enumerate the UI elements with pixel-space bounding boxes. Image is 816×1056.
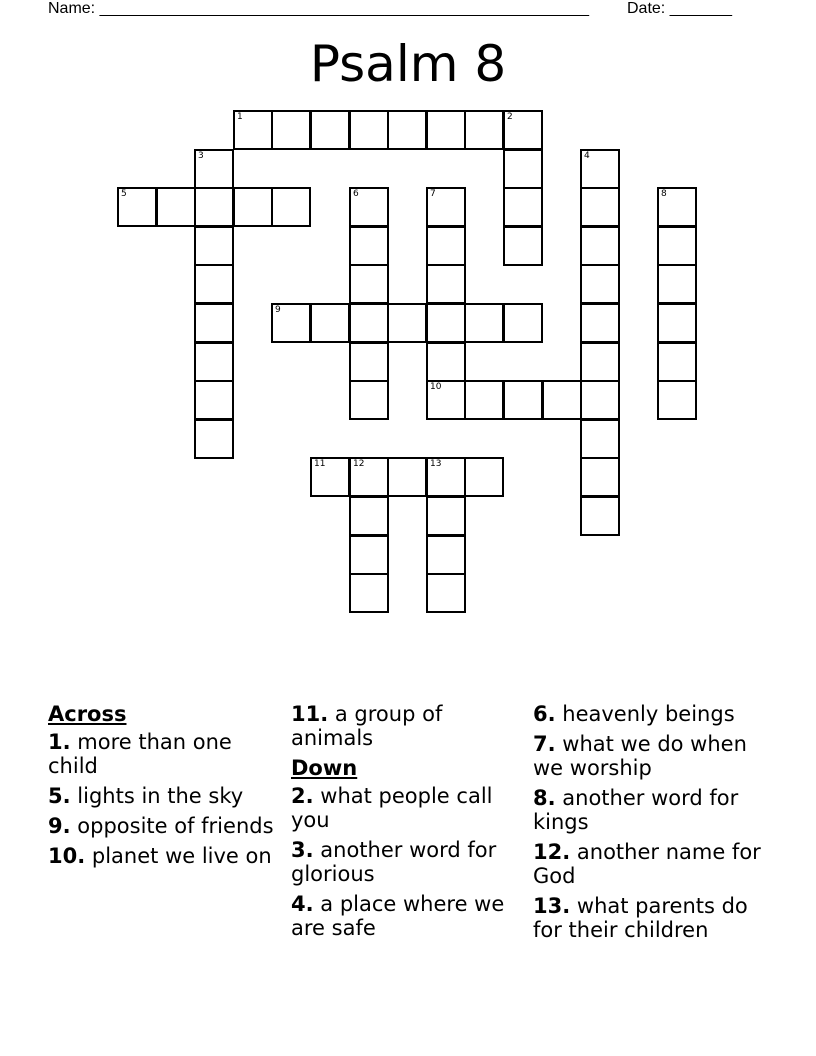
across-heading: Across: [48, 702, 127, 726]
clue-column-2: [291, 702, 526, 946]
grid-cell[interactable]: [194, 342, 234, 382]
grid-cell[interactable]: [426, 342, 466, 382]
page-title: Psalm 8: [309, 35, 507, 93]
clue-item: [48, 730, 283, 778]
grid-cell[interactable]: [349, 264, 389, 304]
grid-cell[interactable]: [271, 187, 311, 227]
clue-number: 2: [507, 112, 513, 122]
clue-item: [48, 844, 283, 868]
clue-text: a group of animals: [291, 702, 443, 750]
grid-cell[interactable]: [580, 149, 620, 189]
grid-cell[interactable]: [349, 496, 389, 536]
grid-cell[interactable]: [349, 535, 389, 575]
clue-item: [48, 784, 283, 808]
grid-cell[interactable]: [580, 496, 620, 536]
clue-number-label: 1.: [48, 730, 71, 754]
clue-text: another word for kings: [533, 786, 739, 834]
grid-cell[interactable]: [349, 573, 389, 613]
grid-cell[interactable]: [503, 303, 543, 343]
grid-cell[interactable]: [349, 110, 389, 150]
grid-cell[interactable]: [349, 226, 389, 266]
grid-cell[interactable]: [426, 457, 466, 497]
clue-number: 10: [430, 382, 442, 392]
clue-column-1: [48, 702, 283, 874]
name-field[interactable]: Name: _______________________________________________________: [48, 0, 589, 17]
grid-cell[interactable]: [580, 380, 620, 420]
clue-text: a place where we are safe: [291, 892, 505, 940]
clue-text: what people call you: [291, 784, 493, 832]
grid-cell[interactable]: [503, 226, 543, 266]
clue-item: [533, 840, 768, 888]
grid-cell[interactable]: [580, 226, 620, 266]
clue-text: more than one child: [48, 730, 232, 778]
clue-text: another word for glorious: [291, 838, 497, 886]
clue-item: [533, 732, 768, 780]
clue-number: 5: [121, 189, 127, 199]
clue-number: 11: [314, 459, 326, 469]
grid-cell[interactable]: [464, 380, 504, 420]
grid-cell[interactable]: [657, 187, 697, 227]
clue-number: 7: [430, 189, 436, 199]
grid-cell[interactable]: [503, 380, 543, 420]
grid-cell[interactable]: [349, 457, 389, 497]
grid-cell[interactable]: [580, 419, 620, 459]
grid-cell[interactable]: [349, 380, 389, 420]
clue-column-3: [533, 702, 768, 948]
clue-number: 9: [275, 305, 281, 315]
clue-number-label: 7.: [533, 732, 556, 756]
clue-number-label: 11.: [291, 702, 329, 726]
clue-item: [533, 786, 768, 834]
grid-cell[interactable]: [426, 110, 466, 150]
clue-item: [533, 894, 768, 942]
grid-cell[interactable]: [310, 110, 350, 150]
grid-cell[interactable]: [464, 303, 504, 343]
grid-cell[interactable]: [387, 110, 427, 150]
grid-cell[interactable]: [349, 187, 389, 227]
grid-cell[interactable]: [194, 380, 234, 420]
grid-cell[interactable]: [426, 496, 466, 536]
grid-cell[interactable]: [542, 380, 582, 420]
grid-cell[interactable]: [194, 303, 234, 343]
grid-cell[interactable]: [194, 187, 234, 227]
clue-number: 13: [430, 459, 442, 469]
clue-item: [48, 814, 283, 838]
clue-text: planet we live on: [91, 844, 272, 868]
grid-cell[interactable]: [349, 342, 389, 382]
grid-cell[interactable]: [194, 419, 234, 459]
grid-cell[interactable]: [271, 303, 311, 343]
clue-item: [533, 702, 768, 726]
grid-cell[interactable]: [349, 303, 389, 343]
grid-cell[interactable]: [310, 457, 350, 497]
clue-number: 4: [584, 151, 590, 161]
grid-cell[interactable]: [387, 303, 427, 343]
grid-cell[interactable]: [387, 457, 427, 497]
clue-item: [291, 838, 526, 886]
clue-text: another name for God: [533, 840, 761, 888]
grid-cell[interactable]: [426, 187, 466, 227]
grid-cell[interactable]: [426, 535, 466, 575]
clue-item: [291, 784, 526, 832]
grid-cell[interactable]: [464, 110, 504, 150]
clue-number-label: 2.: [291, 784, 314, 808]
grid-cell[interactable]: [426, 573, 466, 613]
clue-number-label: 13.: [533, 894, 571, 918]
grid-cell[interactable]: [580, 303, 620, 343]
grid-cell[interactable]: [194, 226, 234, 266]
grid-cell[interactable]: [503, 110, 543, 150]
grid-cell[interactable]: [580, 264, 620, 304]
grid-cell[interactable]: [464, 457, 504, 497]
clue-number: 8: [661, 189, 667, 199]
grid-cell[interactable]: [194, 264, 234, 304]
grid-cell[interactable]: [233, 187, 273, 227]
clue-number-label: 10.: [48, 844, 86, 868]
grid-cell[interactable]: [657, 226, 697, 266]
grid-cell[interactable]: [426, 303, 466, 343]
clue-item: [291, 702, 526, 750]
clue-number-label: 6.: [533, 702, 556, 726]
clue-text: heavenly beings: [562, 702, 735, 726]
grid-cell[interactable]: [503, 187, 543, 227]
grid-cell[interactable]: [580, 187, 620, 227]
grid-cell[interactable]: [156, 187, 196, 227]
clue-text: what parents do for their children: [533, 894, 748, 942]
clue-number: 12: [353, 459, 365, 469]
clue-number: 6: [353, 189, 359, 199]
clue-number-label: 3.: [291, 838, 314, 862]
grid-cell[interactable]: [580, 342, 620, 382]
date-field[interactable]: Date: _______: [627, 0, 732, 17]
grid-cell[interactable]: [657, 303, 697, 343]
clue-number-label: 12.: [533, 840, 571, 864]
grid-cell[interactable]: [310, 303, 350, 343]
clue-text: lights in the sky: [77, 784, 244, 808]
clue-number: 1: [237, 112, 243, 122]
grid-cell[interactable]: [426, 264, 466, 304]
grid-cell[interactable]: [117, 187, 157, 227]
grid-cell[interactable]: [503, 149, 543, 189]
grid-cell[interactable]: [233, 110, 273, 150]
clue-item: [291, 892, 526, 940]
clue-text: what we do when we worship: [533, 732, 747, 780]
clue-number: 3: [198, 151, 204, 161]
clue-number-label: 9.: [48, 814, 71, 838]
clue-number-label: 8.: [533, 786, 556, 810]
grid-cell[interactable]: [426, 226, 466, 266]
clue-text: opposite of friends: [77, 814, 274, 838]
down-heading: Down: [291, 756, 358, 780]
grid-cell[interactable]: [580, 457, 620, 497]
grid-cell[interactable]: [426, 380, 466, 420]
clue-number-label: 4.: [291, 892, 314, 916]
grid-cell[interactable]: [271, 110, 311, 150]
grid-cell[interactable]: [657, 380, 697, 420]
grid-cell[interactable]: [657, 342, 697, 382]
grid-cell[interactable]: [194, 149, 234, 189]
grid-cell[interactable]: [657, 264, 697, 304]
clue-number-label: 5.: [48, 784, 71, 808]
